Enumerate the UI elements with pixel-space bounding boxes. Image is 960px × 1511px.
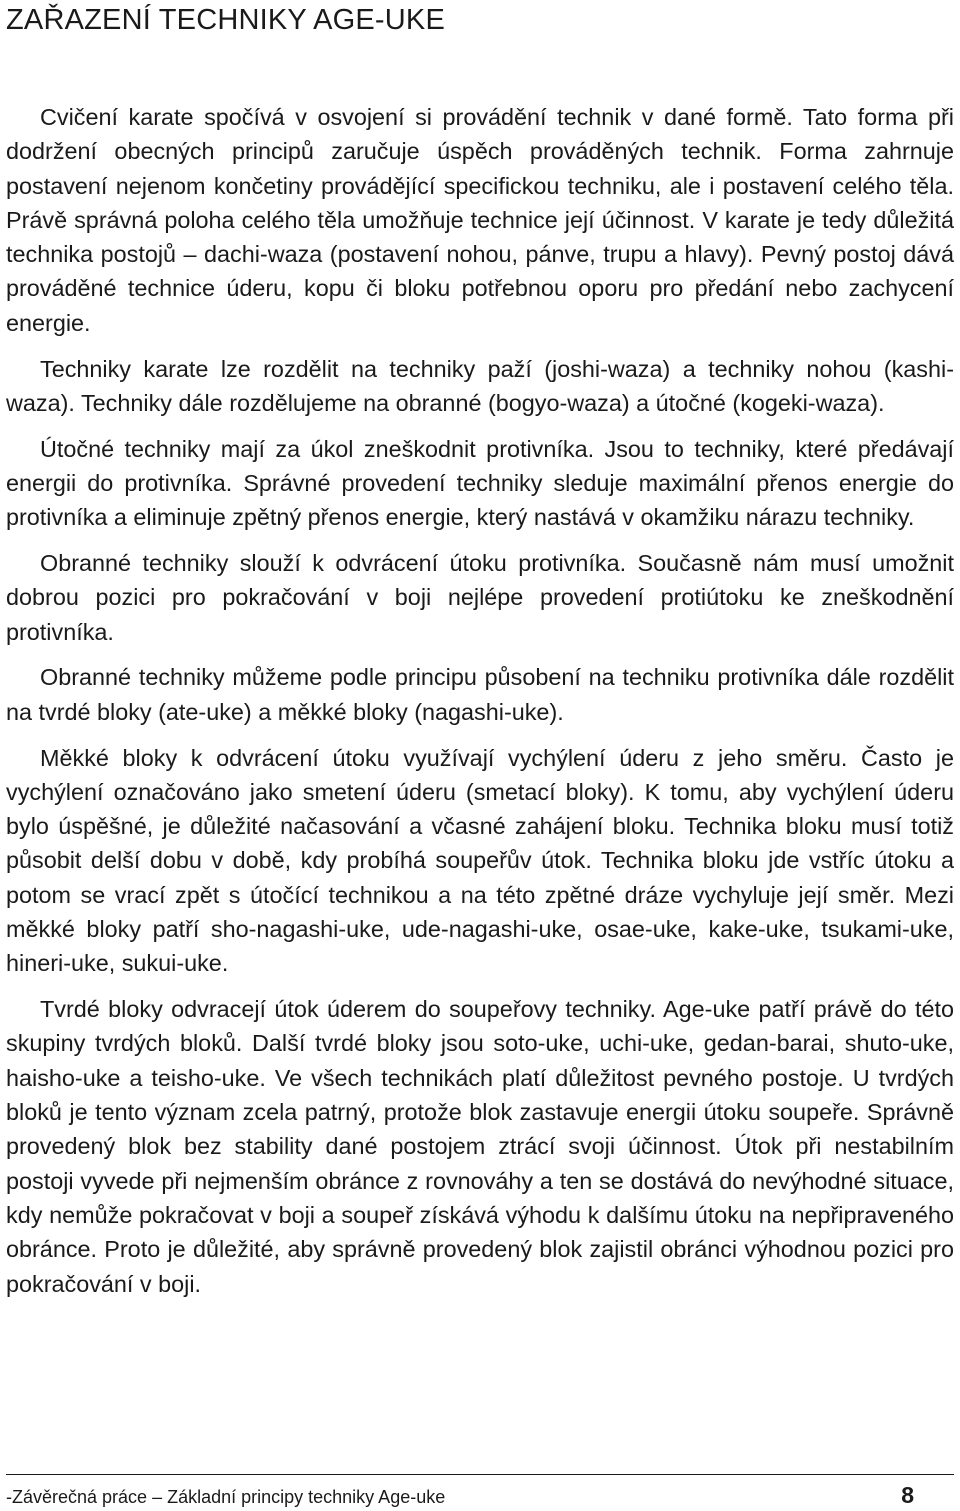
page-heading: ZAŘAZENÍ TECHNIKY AGE-UKE — [6, 4, 446, 36]
paragraph-defensive-techniques: Obranné techniky slouží k odvrácení útoku protivníka. Současně nám musí umožnit dobrou pozici pro pokračování v boji nejlépe provedení protiútoku ke zneškodnění protivníka. — [6, 550, 954, 645]
body-text — [6, 100, 954, 1312]
paragraph-hard-blocks: Tvrdé bloky odvracejí útok úderem do soupeřovy techniky. Age-uke patří právě do této skupiny tvrdých bloků. Další tvrdé bloky jsou soto-uke, uchi-uke, gedan-barai, shuto-uke, haisho-uke a teisho-uke. Ve všech technikách platí důležitost pevného postoje. U tvrdých bloků je tento význam zcela patrný, protože blok zastavuje energii útoku soupeře. Správně provedený blok bez stability dané postojem ztrácí svoji účinnost. Útok při nestabilním postoji vyvede při nejmenším obránce z rovnováhy a ten se dostává do nevýhodné situace, kdy nemůže pokračovat v boji a soupeř získává výhodu k dalšímu útoku na nepřipraveného obránce. Proto je důležité, aby správně provedený blok zajistil obránci výhodnou pozici pro pokračování v boji. — [6, 996, 954, 1297]
footer-title: -Závěrečná práce – Základní principy techniky Age-uke — [6, 1487, 446, 1507]
paragraph-intro: Cvičení karate spočívá v osvojení si provádění technik v dané formě. Tato forma při dodržení obecných principů zaručuje úspěch prováděných technik. Forma zahrnuje postavení nejenom končetiny provádějící specifickou techniku, ale i postavení celého těla. Právě správná poloha celého těla umožňuje technice její účinnost. V karate je tedy důležitá technika postojů – dachi-waza (postavení nohou, pánve, trupu a hlavy). Pevný postoj dává prováděné technice úderu, kopu či bloku potřebnou oporu pro předání nebo zachycení energie. — [6, 104, 954, 336]
paragraph-soft-blocks: Měkké bloky k odvrácení útoku využívají vychýlení úderu z jeho směru. Často je vychýlení označováno jako smetení úderu (smetací bloky). K tomu, aby vychýlení úderu bylo úspěšné, je důležité načasování a včasné zahájení bloku. Technika bloku musí totiž působit delší dobu v době, kdy probíhá soupeřův útok. Technika bloku jde vstříc útoku a potom se vrací zpět s útočící technikou a na této zpětné dráze vychyluje její směr. Mezi měkké bloky patří sho-nagashi-uke, ude-nagashi-uke, osae-uke, kake-uke, tsukami-uke, hineri-uke, sukui-uke. — [6, 744, 954, 977]
footer-divider — [6, 1474, 954, 1475]
paragraph-technique-division: Techniky karate lze rozdělit na techniky paží (joshi-waza) a techniky nohou (kashi-waza). Techniky dále rozdělujeme na obranné (bogyo-waza) a útočné (kogeki-waza). — [6, 355, 954, 416]
paragraph-block-types: Obranné techniky můžeme podle principu působení na techniku protivníka dále rozdělit na tvrdé bloky (ate-uke) a měkké bloky (nagashi-uke). — [6, 664, 954, 725]
page-number: 8 — [901, 1482, 914, 1508]
paragraph-offensive-techniques: Útočné techniky mají za úkol zneškodnit protivníka. Jsou to techniky, které předávají energii do protivníka. Správné provedení techniky sleduje maximální přenos energie do protivníka a eliminuje zpětný přenos energie, který nastává v okamžiku nárazu techniky. — [6, 435, 954, 531]
